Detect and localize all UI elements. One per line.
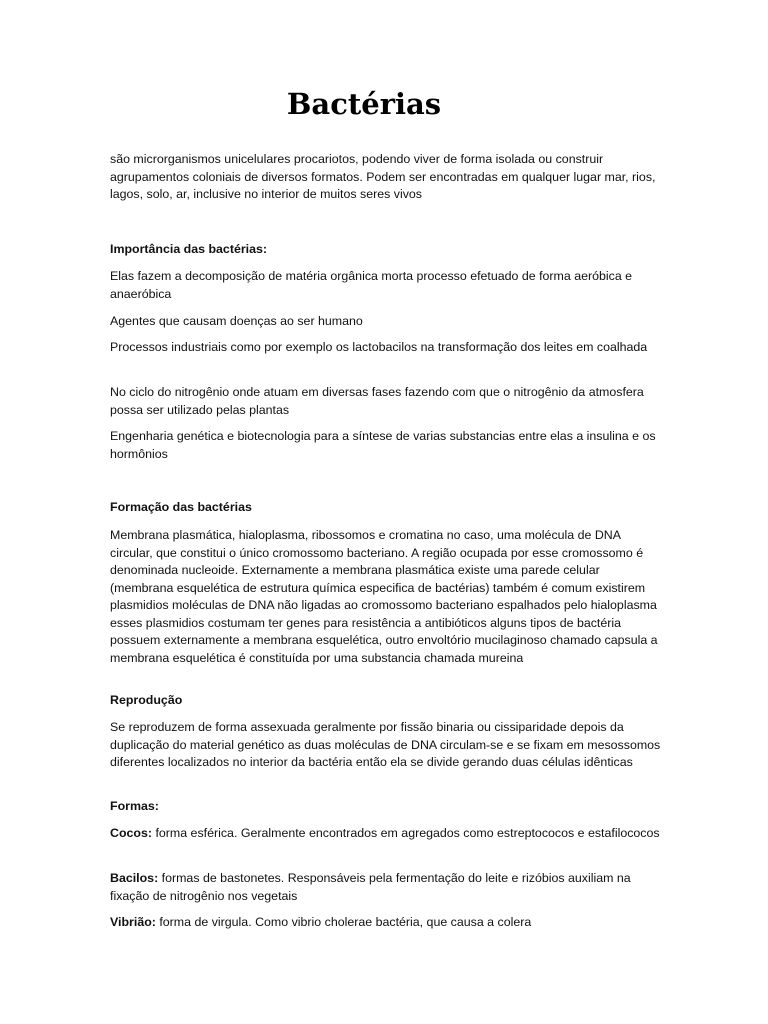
importancia-heading: Importância das bactérias: xyxy=(110,242,268,256)
forma-vibriao-label: Vibrião: xyxy=(110,915,156,929)
forma-bacilos-label: Bacilos: xyxy=(110,871,159,885)
importancia-item: No ciclo do nitrogênio onde atuam em diversas fases fazendo com que o nitrogênio da atmosfera possa ser utilizado pelas plantas xyxy=(110,385,644,417)
forma-bacilos xyxy=(110,870,662,905)
forma-vibriao-text: forma de virgula. Como vibrio cholerae bactéria, que causa a colera xyxy=(155,915,532,929)
formacao-heading: Formação das bactérias xyxy=(110,500,252,514)
formacao-paragraph: Membrana plasmática, hialoplasma, ribossomos e cromatina no caso, uma molécula de DNA circular, que constitui o único cromossomo bacteriano. A região ocupada por esse cromossomo é denominada nucleoide. Externamente a membrana plasmática existe uma parede celular (membrana esquelética de estrutura química especifica de bactérias) também é comum existirem plasmidios moléculas de DNA não ligadas ao cromossomo bacteriano espalhados pelo hialoplasma esses plasmidios costumam ter genes para resistência a antibióticos alguns tipos de bactéria possuem externamente a membrana esquelética, outro envoltório mucilaginoso chamado capsula a membrana esquelética é constituída por uma substancia chamada mureina xyxy=(110,528,658,665)
intro-paragraph: são microrganismos unicelulares procariotos, podendo viver de forma isolada ou construir agrupamentos coloniais de diversos formatos. Podem ser encontradas em qualquer lugar mar, rios, lagos, solo, ar, inclusive no interior de muitos seres vivos xyxy=(110,152,656,201)
page-title: Bactérias xyxy=(286,87,442,121)
formas-heading: Formas: xyxy=(110,799,159,813)
importancia-item: Engenharia genética e biotecnologia para a síntese de varias substancias entre elas a insulina e os hormônios xyxy=(110,429,656,461)
reproducao-paragraph: Se reproduzem de forma assexuada geralmente por fissão binaria ou cissiparidade depois da duplicação do material genético as duas moléculas de DNA circulam-se e se fixam em mesossomos diferentes localizados no interior da bactéria então ela se divide gerando duas células idênticas xyxy=(110,720,661,769)
forma-cocos xyxy=(110,825,662,843)
importancia-item: Agentes que causam doenças ao ser humano xyxy=(110,314,363,328)
forma-cocos-text: forma esférica. Geralmente encontrados em agregados como estreptococos e estafilococos xyxy=(152,826,660,840)
importancia-item: Elas fazem a decomposição de matéria orgânica morta processo efetuado de forma aeróbica e anaeróbica xyxy=(110,269,633,301)
forma-bacilos-text: formas de bastonetes. Responsáveis pela fermentação do leite e rizóbios auxiliam na fixação de nitrogênio nos vegetais xyxy=(110,871,631,903)
importancia-item: Processos industriais como por exemplo os lactobacilos na transformação dos leites em coalhada xyxy=(110,340,648,354)
forma-cocos-label: Cocos: xyxy=(110,826,152,840)
reproducao-heading: Reprodução xyxy=(110,693,183,707)
forma-vibriao xyxy=(110,914,662,932)
